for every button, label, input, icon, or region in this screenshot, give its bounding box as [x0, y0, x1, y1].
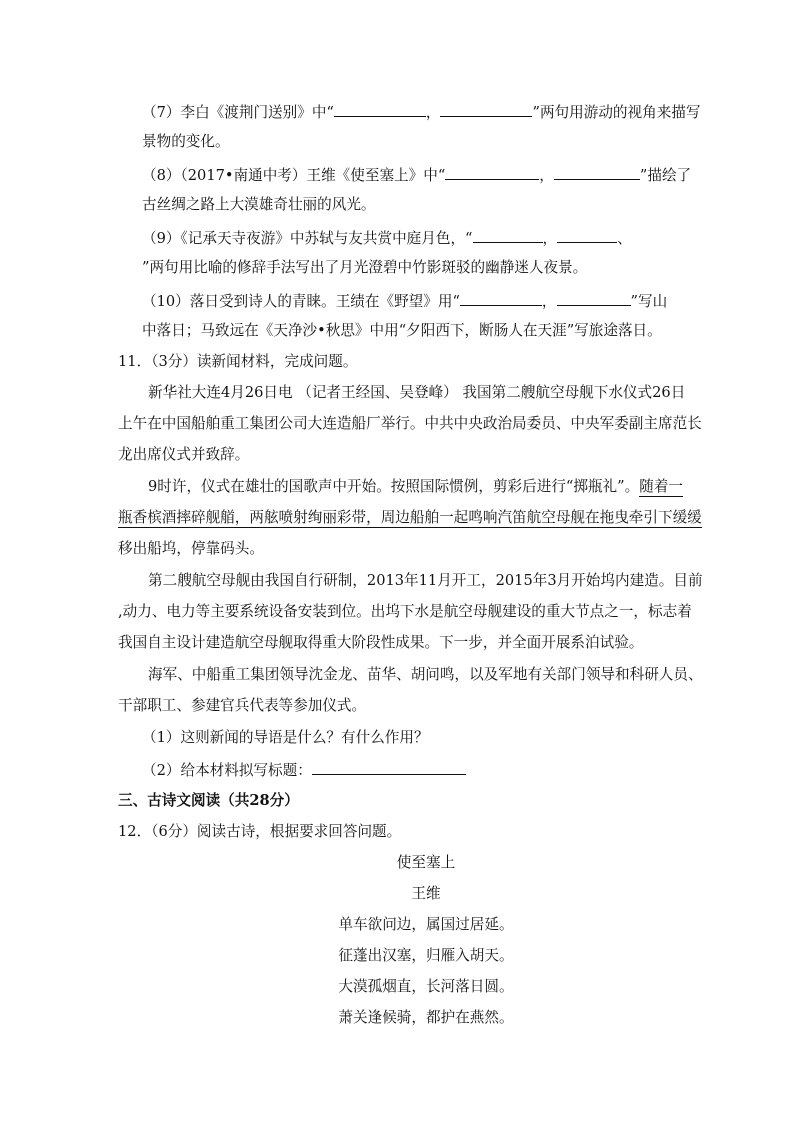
poem-line: 征蓬出汉塞，归雁入胡天。: [338, 947, 514, 964]
q11-p2-text: 9时许，仪式在雄壮的国歌声中开始。按照国际惯例，剪彩后进行“掷瓶礼”。: [148, 478, 640, 495]
q8-text-a: （8）（2017•南通中考）王维《使至塞上》中“: [142, 167, 446, 184]
q7-sep: ，: [425, 104, 441, 121]
q9-line2: ”两句用比喻的修辞手法写出了月光澄碧中竹影斑驳的幽静迷人夜景。: [142, 259, 588, 276]
q7-blank-2[interactable]: [440, 102, 532, 117]
q9-line1: [142, 228, 632, 249]
q11-title-blank[interactable]: [312, 760, 466, 775]
poem-title: 使至塞上: [396, 854, 456, 871]
q10-sep: ，: [541, 293, 557, 310]
q11-p3-line2: ,动力、电力等主要系统设备安装到位。出坞下水是航空母舰建设的重大节点之一，标志着: [118, 603, 692, 620]
q10-line1: [142, 291, 667, 312]
q11-p4-line1: 海军、中船重工集团领导沈金龙、苗华、胡问鸣，以及军地有关部门领导和科研人员、: [148, 666, 703, 683]
q11-p4-line2: 干部职工、参建官兵代表等参加仪式。: [118, 697, 367, 714]
q11-header: 11．（3分）读新闻材料，完成问题。: [118, 353, 358, 370]
q11-p2-underlined-a: 随着一: [639, 478, 684, 495]
q9-text-a: （9）《记承天寺夜游》中苏轼与友共赏中庭月色，“: [142, 230, 473, 247]
q10-blank-2[interactable]: [557, 291, 631, 306]
q7-line1: [142, 102, 700, 123]
poem-line: 大漠孤烟直，长河落日圆。: [338, 978, 514, 995]
q9-sep: ，: [542, 230, 558, 247]
q7-text-b: ”两句用游动的视角来描写: [532, 104, 701, 121]
poem-author: 王维: [411, 885, 441, 902]
q7-line2: 景物的变化。: [142, 133, 230, 150]
q8-blank-1[interactable]: [445, 165, 539, 180]
q10-blank-1[interactable]: [460, 291, 542, 306]
q11-p3-line1: 第二艘航空母舰由我国自行研制，2013年11月开工，2015年3月开始坞内建造。目前: [148, 572, 703, 589]
q8-sep: ，: [539, 167, 554, 184]
poem-line: 萧关逢候骑，都护在燕然。: [338, 1009, 514, 1026]
q11-sub1: （1）这则新闻的导语是什么？有什么作用？: [142, 729, 429, 746]
q11-p2-line3: 移出船坞，停靠码头。: [118, 540, 264, 557]
q7-text-a: （7）李白《渡荆门送别》中“: [142, 104, 334, 121]
q8-blank-2[interactable]: [554, 165, 640, 180]
q9-text-b: 、: [617, 230, 632, 247]
q8-text-b: ”描绘了: [639, 167, 692, 184]
poem-line: 单车欲问边，属国过居延。: [338, 916, 514, 933]
q8-line1: [142, 165, 691, 186]
q10-line2: 中落日；马致远在《天净沙•秋思》中用“夕阳西下，断肠人在天涯”写旅途落日。: [142, 322, 662, 339]
q9-blank-1[interactable]: [473, 228, 543, 243]
q12-header: 12．（6分）阅读古诗，根据要求回答问题。: [118, 823, 402, 840]
q11-p2-underlined-b: 瓶香槟酒摔碎舰艏，两舷喷射绚丽彩带，周边船舶一起鸣响汽笛航空母舰在拖曳牵引下缓缓: [118, 509, 702, 526]
q11-p2-line1: [148, 477, 683, 497]
q8-line2: 古丝绸之路上大漠雄奇壮丽的风光。: [142, 196, 376, 213]
q11-p3-line3: 我国自主设计建造航空母舰取得重大阶段性成果。下一步，并全面开展系泊试验。: [118, 634, 644, 651]
q11-sub2: [142, 760, 466, 781]
q11-p1-line3: 龙出席仪式并致辞。: [118, 446, 250, 463]
q9-blank-2[interactable]: [557, 228, 617, 243]
section-3-heading: 三、古诗文阅读（共28分）: [118, 792, 299, 809]
q11-sub2-text: （2）给本材料拟写标题：: [142, 762, 312, 779]
q11-p1-line1: 新华社大连4月26日电 （记者王经国、吴登峰） 我国第二艘航空母舰下水仪式26日: [148, 384, 686, 401]
q10-text-b: ”写山: [630, 293, 668, 310]
q11-p1-line2: 上午在中国船舶重工集团公司大连造船厂举行。中共中央政治局委员、中央军委副主席范长: [118, 415, 702, 432]
q11-p2-line2: [118, 508, 702, 528]
q7-blank-1[interactable]: [334, 102, 426, 117]
q10-text-a: （10）落日受到诗人的青睐。王绩在《野望》用“: [142, 293, 460, 310]
